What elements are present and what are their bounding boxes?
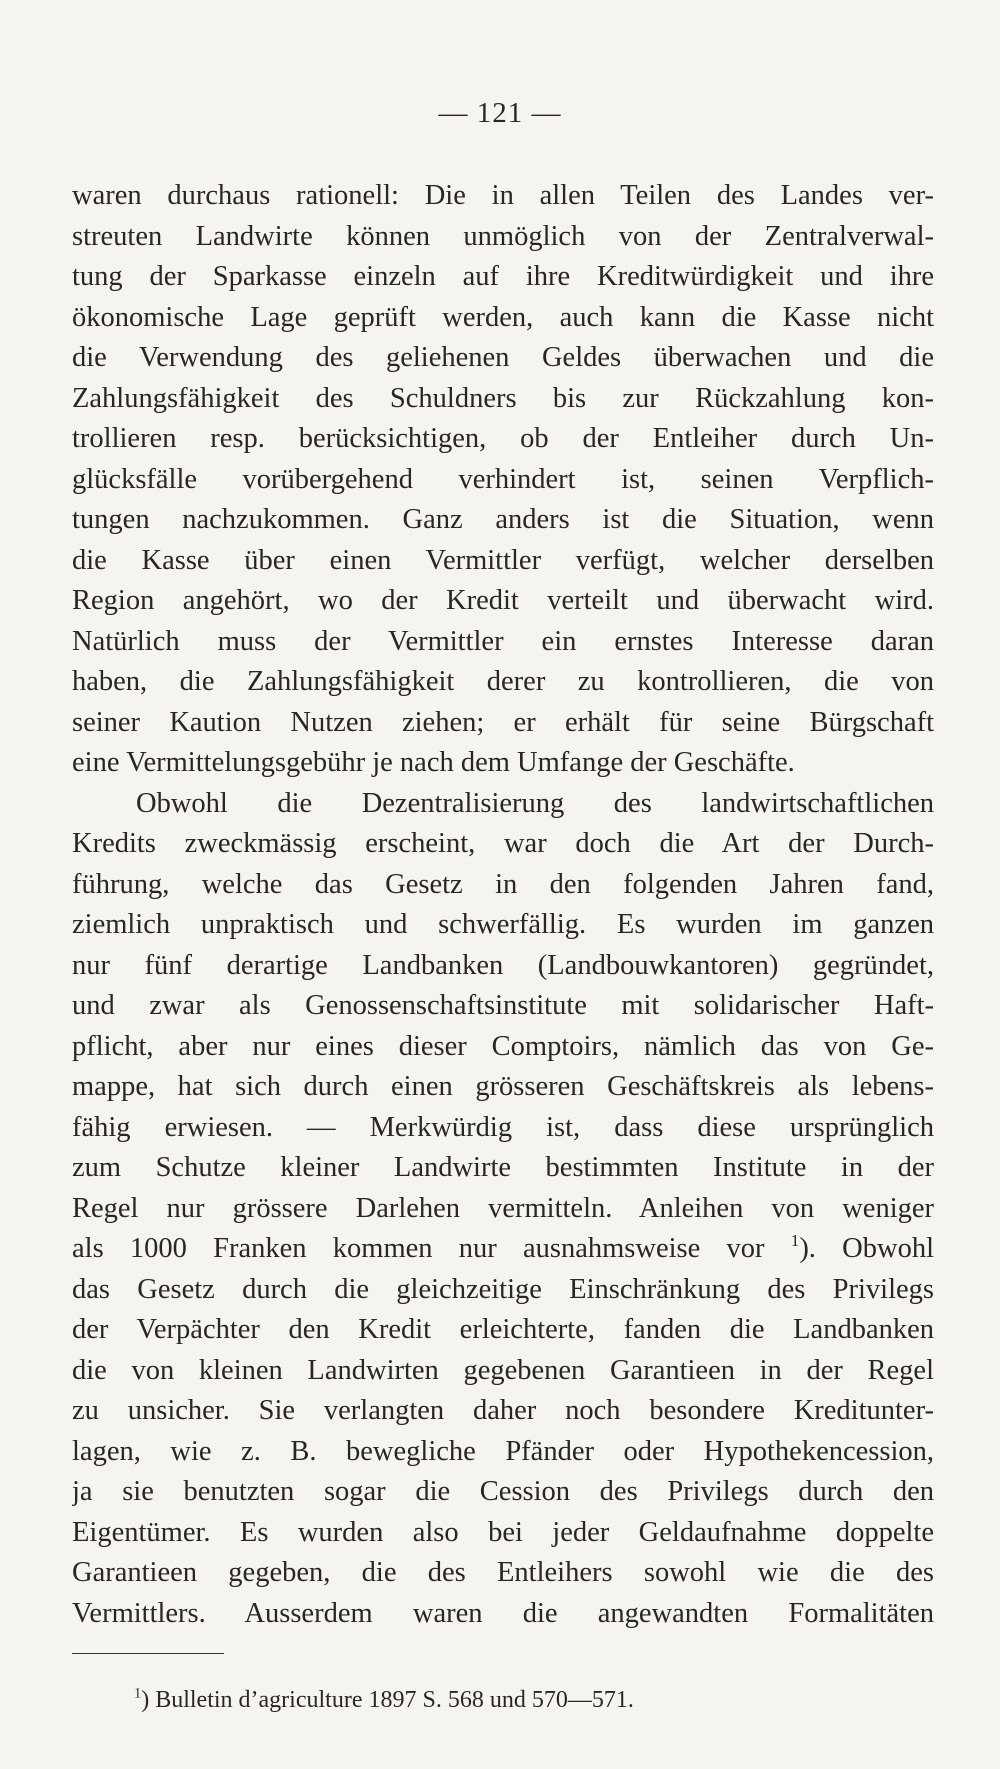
footnote-text: ) Bulletin d’agriculture 1897 S. 568 und 570—571. <box>141 1687 634 1713</box>
text-line: Obwohl die Dezentralisierung des landwirtschaftlichen <box>136 787 934 819</box>
text-line: die Kasse über einen Vermittler verfügt, welcher derselben <box>72 544 934 576</box>
text-line: haben, die Zahlungsfähigkeit derer zu kontrollieren, die von <box>72 666 934 697</box>
text-line: Zahlungsfähigkeit des Schuldners bis zur Rückzahlung kon- <box>72 382 934 414</box>
text-line: nur fünf derartige Landbanken (Landbouwkantoren) gegründet, <box>72 949 934 981</box>
text-line: führung, welche das Gesetz in den folgenden Jahren fand, <box>72 868 934 900</box>
footnote-reference[interactable]: 1 <box>790 1230 800 1250</box>
text-line: zu unsicher. Sie verlangten daher noch besondere Kreditunter- <box>72 1395 934 1426</box>
text-line: Eigentümer. Es wurden also bei jeder Geldaufnahme doppelte <box>72 1516 934 1548</box>
text-line: seiner Kaution Nutzen ziehen; er erhält für seine Bürgschaft <box>72 706 934 738</box>
text-line: ziemlich unpraktisch und schwerfällig. Es wurden im ganzen <box>72 909 934 940</box>
text-line: streuten Landwirte können unmöglich von der Zentralverwal- <box>72 220 934 252</box>
footnote <box>134 1684 634 1716</box>
text-line: Region angehört, wo der Kredit verteilt und überwacht wird. <box>72 585 934 616</box>
text-line: fähig erwiesen. — Merkwürdig ist, dass diese ursprünglich <box>72 1111 934 1143</box>
text-line: ja sie benutzten sogar die Cession des Privilegs durch den <box>72 1476 934 1507</box>
page-number: — 121 — <box>438 97 562 129</box>
text-line: die von kleinen Landwirten gegebenen Garantieen in der Regel <box>72 1354 934 1386</box>
text-line: trollieren resp. berücksichtigen, ob der Entleiher durch Un- <box>72 423 934 454</box>
text-line: tungen nachzukommen. Ganz anders ist die Situation, wenn <box>72 504 934 535</box>
text-line-with-footnote-ref <box>72 1229 934 1270</box>
footnote-mark: 1 <box>134 1685 142 1702</box>
text-line: tung der Sparkasse einzeln auf ihre Kreditwürdigkeit und ihre <box>72 261 934 292</box>
text-line: Natürlich muss der Vermittler ein ernstes Interesse daran <box>72 625 934 657</box>
text-line: die Verwendung des geliehenen Geldes überwachen und die <box>72 342 934 373</box>
line-text: ). Obwohl <box>799 1233 934 1264</box>
text-line: lagen, wie z. B. bewegliche Pfänder oder Hypothekencession, <box>72 1435 934 1467</box>
text-line: der Verpächter den Kredit erleichterte, fanden die Landbanken <box>72 1314 934 1345</box>
text-line: und zwar als Genossenschaftsinstitute mit solidarischer Haft- <box>72 990 934 1021</box>
text-line: zum Schutze kleiner Landwirte bestimmten Institute in der <box>72 1152 934 1183</box>
text-line: Garantieen gegeben, die des Entleihers sowohl wie die des <box>72 1557 934 1588</box>
text-line: das Gesetz durch die gleichzeitige Einschränkung des Privilegs <box>72 1273 934 1305</box>
text-line: mappe, hat sich durch einen grösseren Geschäftskreis als lebens- <box>72 1071 934 1102</box>
text-line: glücksfälle vorübergehend verhindert ist, seinen Verpflich- <box>72 463 934 495</box>
text-line: Vermittlers. Ausserdem waren die angewandten Formalitäten <box>72 1597 934 1629</box>
text-line: waren durchaus rationell: Die in allen Teilen des Landes ver- <box>72 180 934 211</box>
footnote-divider <box>72 1653 224 1654</box>
text-line: eine Vermittelungsgebühr je nach dem Umfange der Geschäfte. <box>72 747 795 778</box>
text-line: Regel nur grössere Darlehen vermitteln. Anleihen von weniger <box>72 1192 934 1224</box>
line-text: als 1000 Franken kommen nur ausnahmsweise vor <box>72 1233 765 1264</box>
text-line: pflicht, aber nur eines dieser Comptoirs, nämlich das von Ge- <box>72 1030 934 1062</box>
text-line: Kredits zweckmässig erscheint, war doch die Art der Durch- <box>72 828 934 859</box>
text-line: ökonomische Lage geprüft werden, auch kann die Kasse nicht <box>72 301 934 333</box>
body-text <box>72 176 934 1634</box>
